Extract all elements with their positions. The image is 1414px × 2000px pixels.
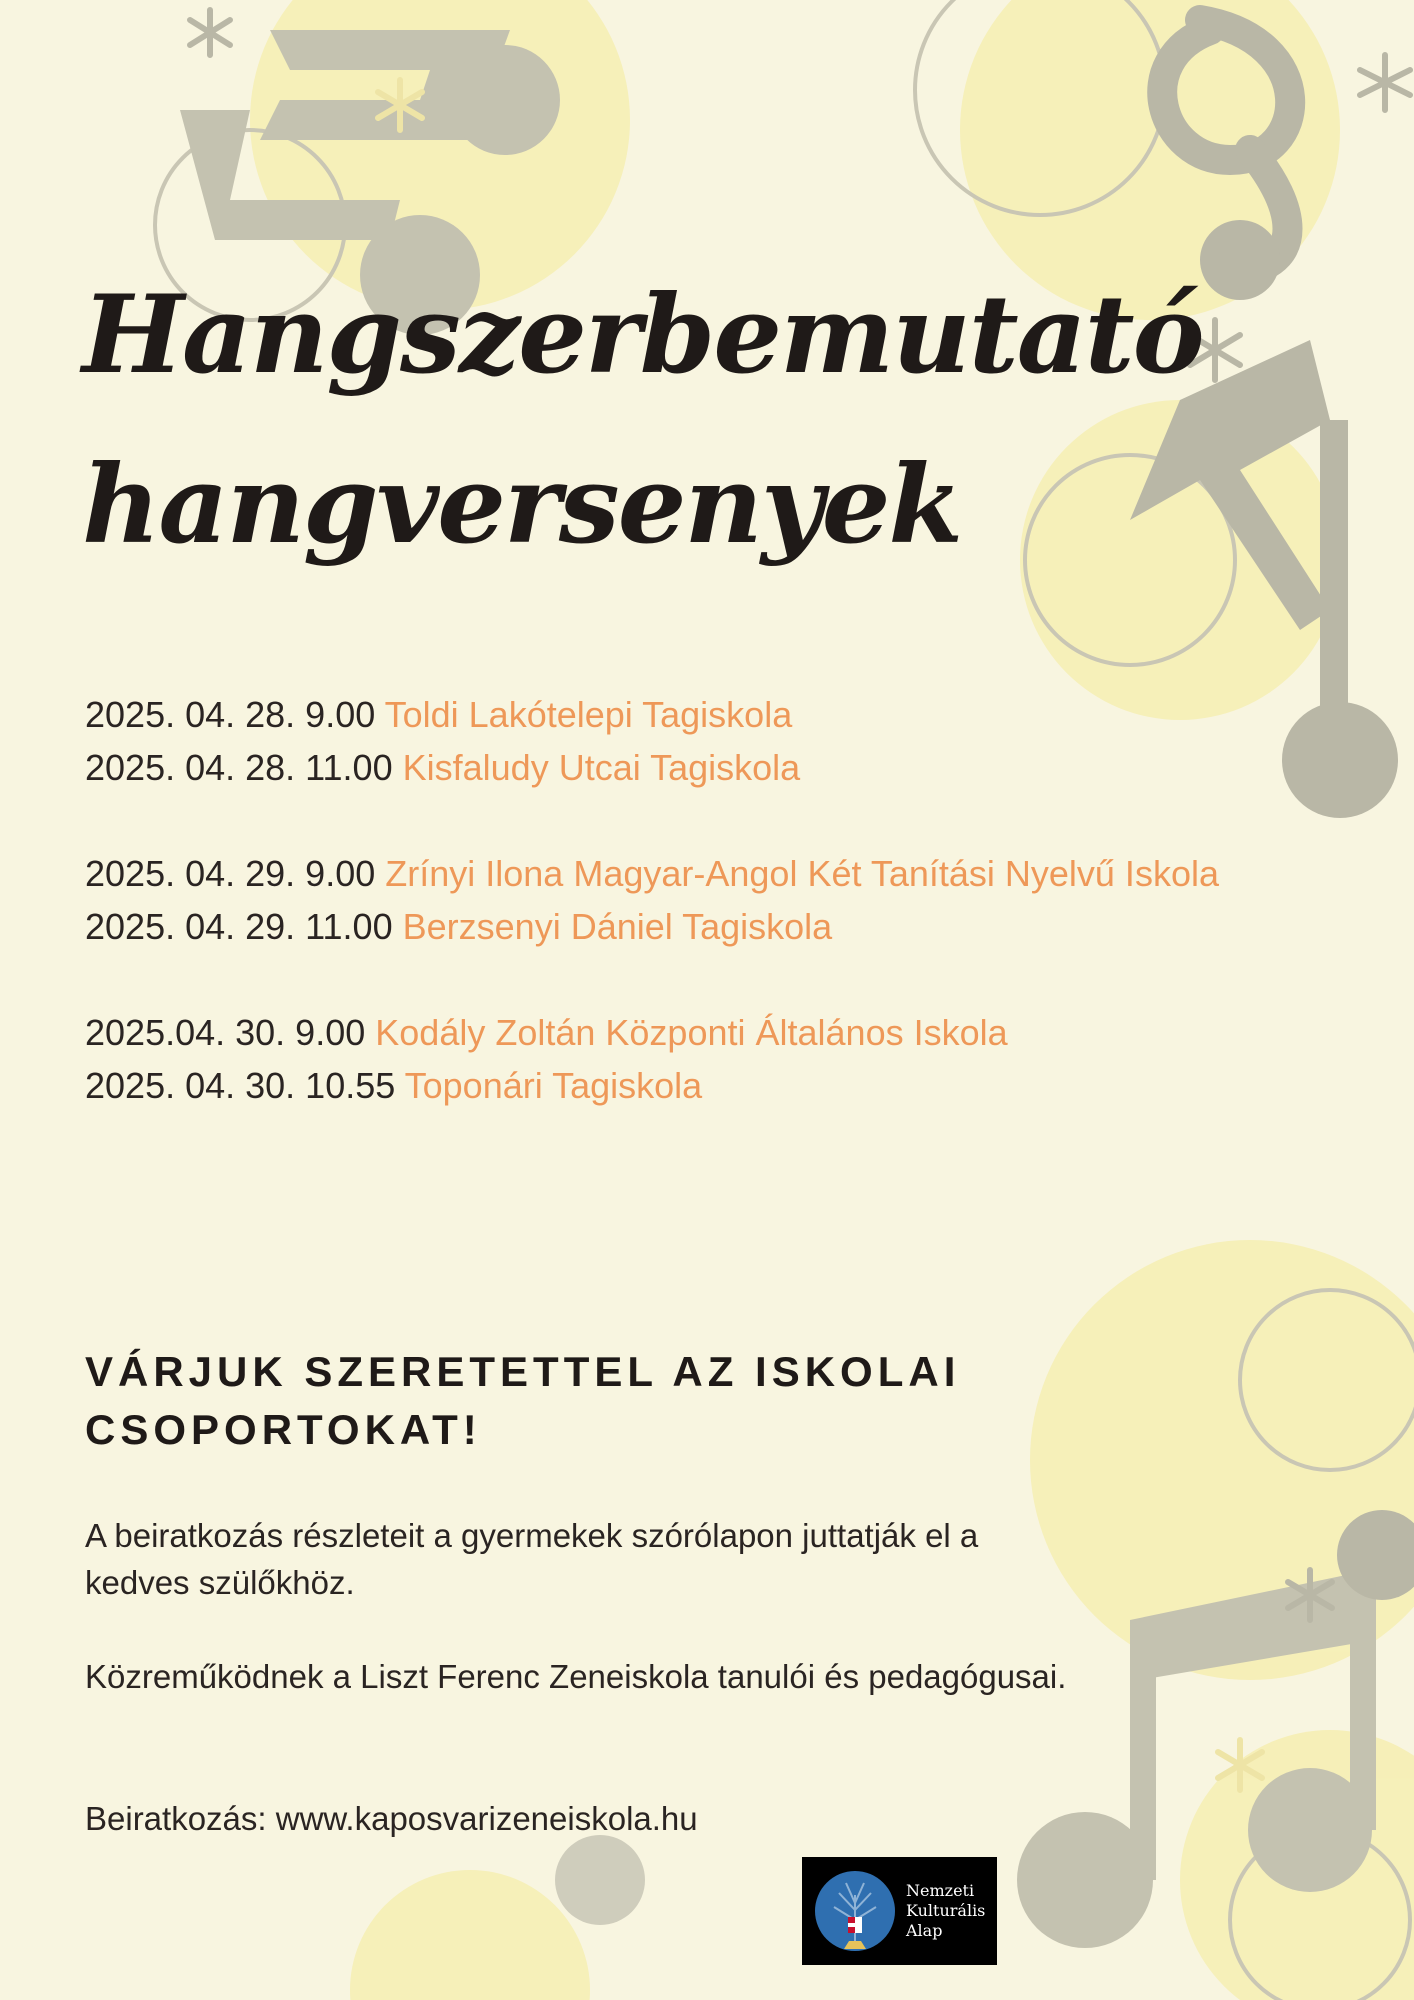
invite-heading	[85, 1343, 1085, 1459]
entry-venue: Zrínyi Ilona Magyar-Angol Két Tanítási Nyelvű Iskola	[385, 853, 1219, 894]
concert-schedule	[85, 688, 1235, 1165]
entry-venue: Berzsenyi Dániel Tagiskola	[402, 906, 833, 947]
entry-venue: Toponári Tagiskola	[404, 1065, 703, 1106]
nka-logo	[802, 1857, 997, 1965]
logo-line-3: Alap	[906, 1921, 943, 1940]
entry-datetime: 2025. 04. 30. 10.55	[85, 1065, 396, 1106]
schedule-entry	[85, 741, 1235, 794]
schedule-day-2	[85, 847, 1235, 953]
schedule-day-3	[85, 1006, 1235, 1112]
entry-venue: Kodály Zoltán Központi Általános Iskola	[375, 1012, 1008, 1053]
entry-datetime: 2025. 04. 28. 9.00	[85, 694, 376, 735]
schedule-entry	[85, 688, 1235, 741]
enrollment-website-text: Beiratkozás: www.kaposvarizeneiskola.hu	[85, 1800, 698, 1837]
entry-venue: Toldi Lakótelepi Tagiskola	[384, 694, 793, 735]
logo-wordmark	[906, 1881, 985, 1941]
invite-heading-line-1: VÁRJUK SZERETETTEL AZ ISKOLAI	[85, 1348, 961, 1395]
title-line-1: Hangszerbemutató	[82, 272, 1203, 398]
enrollment-details-text: A beiratkozás részleteit a gyermekek szórólapon juttatják el a kedves szülőkhöz.	[85, 1517, 979, 1601]
schedule-entry	[85, 1059, 1235, 1112]
logo-line-1: Nemzeti	[906, 1881, 975, 1900]
invite-heading-line-2: CSOPORTOKAT!	[85, 1406, 482, 1453]
tree-emblem-icon	[814, 1865, 896, 1957]
schedule-entry	[85, 1006, 1235, 1059]
schedule-entry	[85, 900, 1235, 953]
entry-venue: Kisfaludy Utcai Tagiskola	[402, 747, 801, 788]
performers-text: Közreműködnek a Liszt Ferenc Zeneiskola tanulói és pedagógusai.	[85, 1658, 1067, 1695]
logo-line-2: Kulturális	[906, 1901, 986, 1920]
entry-datetime: 2025. 04. 28. 11.00	[85, 747, 393, 788]
entry-datetime: 2025. 04. 29. 9.00	[85, 853, 376, 894]
entry-datetime: 2025. 04. 29. 11.00	[85, 906, 393, 947]
schedule-entry	[85, 847, 1235, 900]
entry-datetime: 2025.04. 30. 9.00	[85, 1012, 366, 1053]
schedule-day-1	[85, 688, 1235, 794]
title-line-2: hangversenyek	[82, 442, 962, 568]
page-title	[82, 250, 1203, 590]
